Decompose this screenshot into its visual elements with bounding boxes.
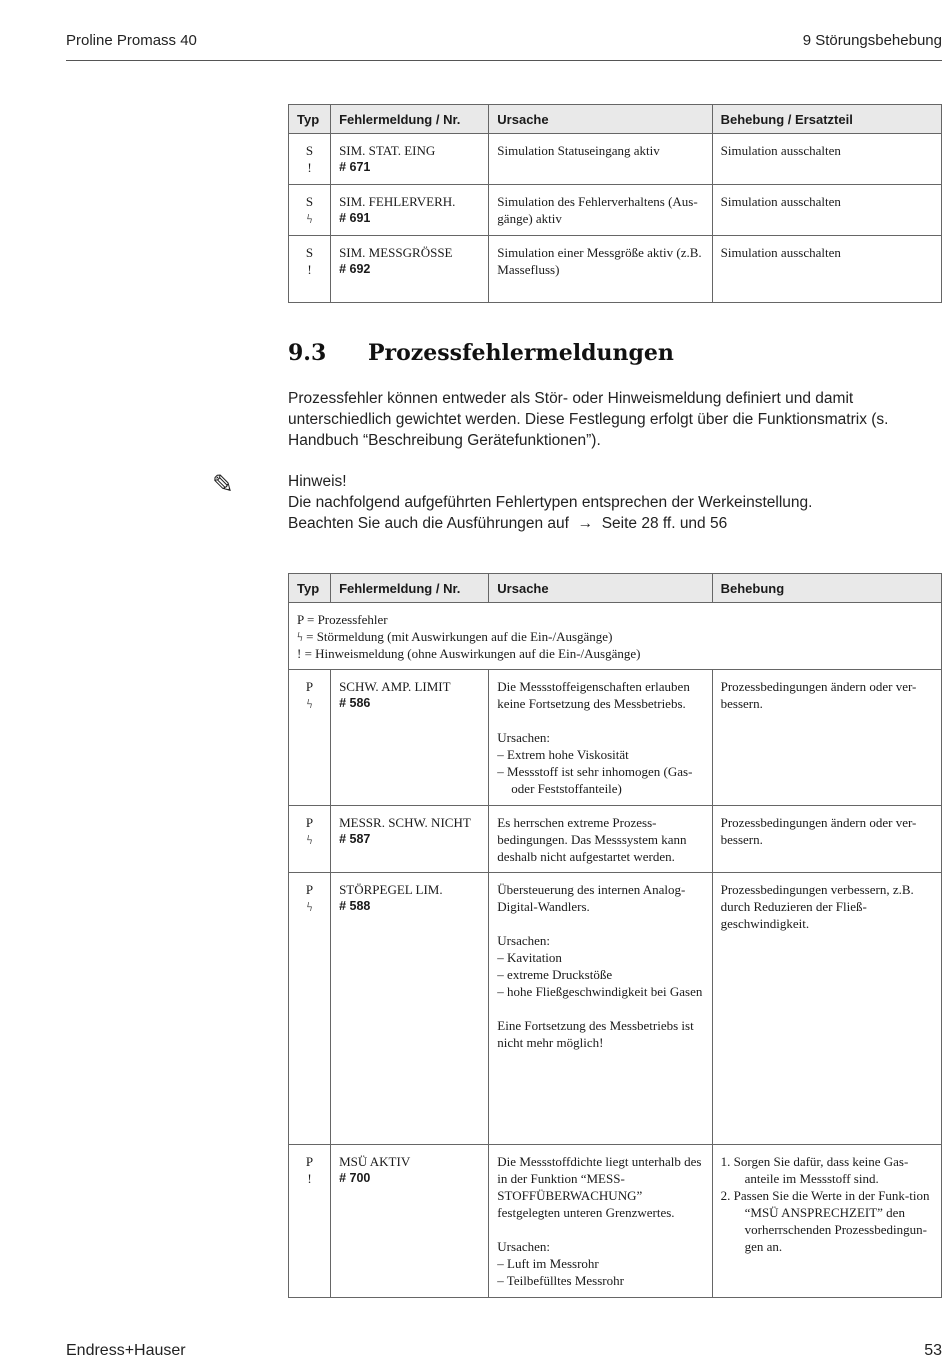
type-cell <box>289 236 331 303</box>
legend-row <box>289 603 942 670</box>
cause-intro: Die Messstoffdichte liegt unterhalb des in der Funktion “MESS-STOFFÜBERWACHUNG” festgelegten unteren Grenzwertes. <box>497 1154 702 1220</box>
type-cell <box>289 670 331 806</box>
cause-item: – Teilbefülltes Messrohr <box>497 1273 624 1288</box>
fix-cell: Prozessbedingungen ändern oder ver-bessern. <box>712 670 941 806</box>
message-cell <box>331 185 489 236</box>
message-cell <box>331 670 489 806</box>
table-row <box>289 236 942 303</box>
type-letter: P <box>305 882 314 897</box>
pencil-icon: ✎ <box>212 470 234 500</box>
cause-cell <box>489 1145 712 1298</box>
message-cell <box>331 806 489 873</box>
type-letter: S <box>305 245 314 260</box>
type-letter: S <box>305 194 314 209</box>
col-header-typ: Typ <box>289 574 331 603</box>
table-row <box>289 185 942 236</box>
simulation-error-table <box>288 104 942 303</box>
legend-item: P = Prozessfehler <box>297 612 388 627</box>
type-cell <box>289 134 331 185</box>
page-number: 53 <box>924 1342 942 1359</box>
section-intro: Prozessfehler können entweder als Stör- oder Hinweismeldung definiert und damit unterschiedlich gewichtet werden. Diese Festlegung erfolgt über die Funktionsmatrix (s. Handbuch “Beschreibung Gerätefunktionen”). <box>288 390 889 449</box>
message-number: # 588 <box>339 899 371 913</box>
note-line-2 <box>288 513 942 534</box>
header-product: Proline Promass 40 <box>66 32 197 49</box>
fix-step: 2. Passen Sie die Werte in der Funk-tion “MSÜ ANSPRECHZEIT” den vorherrschenden Prozessbedingun-gen an. <box>720 1188 930 1254</box>
legend-cell <box>289 603 942 670</box>
type-symbol: ϟ <box>306 696 313 711</box>
cause-heading: Ursachen: <box>497 1239 550 1254</box>
cause-cell: Simulation einer Messgröße aktiv (z.B. Massefluss) <box>489 236 712 303</box>
message-cell <box>331 873 489 1145</box>
legend-item: ! = Hinweismeldung (ohne Auswirkungen auf die Ein-/Ausgänge) <box>297 646 641 661</box>
section-heading <box>288 340 674 366</box>
header-rule <box>66 60 942 61</box>
cause-item: – Messstoff ist sehr inhomogen (Gas- oder Feststoffanteile) <box>497 764 693 796</box>
message-text: SCHW. AMP. LIMIT <box>339 679 451 694</box>
cause-item: – Extrem hohe Viskosität <box>497 747 629 762</box>
table-row <box>289 873 942 1145</box>
fix-cell <box>712 1145 941 1298</box>
message-number: # 671 <box>339 160 371 174</box>
message-number: # 587 <box>339 832 371 846</box>
fix-cell: Simulation ausschalten <box>712 134 941 185</box>
note-line-1: Die nachfolgend aufgeführten Fehlertypen entsprechen der Werkeinstellung. <box>288 494 813 511</box>
message-text: MSÜ AKTIV <box>339 1154 411 1169</box>
type-letter: P <box>305 815 314 830</box>
type-symbol: ! <box>307 262 312 277</box>
type-cell <box>289 1145 331 1298</box>
footer-company: Endress+Hauser <box>66 1342 186 1359</box>
type-letter: S <box>305 143 314 158</box>
message-number: # 700 <box>339 1171 371 1185</box>
type-symbol: ϟ <box>306 211 313 226</box>
message-text: SIM. FEHLERVERH. <box>339 194 456 209</box>
cause-cell: Simulation Statuseingang aktiv <box>489 134 712 185</box>
cause-outro: Eine Fortsetzung des Messbetriebs ist nicht mehr möglich! <box>497 1018 694 1050</box>
section-number: 9.3 <box>288 340 327 366</box>
type-letter: P <box>305 1154 314 1169</box>
type-cell <box>289 185 331 236</box>
col-header-message: Fehlermeldung / Nr. <box>331 574 489 603</box>
process-error-table <box>288 573 942 1298</box>
arrow-icon: → <box>577 515 594 532</box>
note-block <box>288 471 942 534</box>
cause-item: – Kavitation <box>497 950 562 965</box>
message-text: SIM. STAT. EING <box>339 143 436 158</box>
table-header-row <box>289 105 942 134</box>
col-header-fix: Behebung <box>712 574 941 603</box>
col-header-fix: Behebung / Ersatzteil <box>712 105 941 134</box>
note-line-2-text: Beachten Sie auch die Ausführungen auf <box>288 515 569 532</box>
section-title: Prozessfehlermeldungen <box>368 340 674 366</box>
type-symbol: ϟ <box>306 832 313 847</box>
type-letter: P <box>305 679 314 694</box>
cause-item: – extreme Druckstöße <box>497 967 613 982</box>
table-header-row <box>289 574 942 603</box>
col-header-cause: Ursache <box>489 574 712 603</box>
message-number: # 691 <box>339 211 371 225</box>
cause-cell: Es herrschen extreme Prozess-bedingungen. Das Messsystem kann deshalb nicht aufgestartet werden. <box>489 806 712 873</box>
cause-heading: Ursachen: <box>497 933 550 948</box>
cause-item: – Luft im Messrohr <box>497 1256 599 1271</box>
cause-intro: Übersteuerung des internen Analog-Digital-Wandlers. <box>497 882 686 914</box>
message-cell <box>331 236 489 303</box>
cause-item: – hohe Fließgeschwindigkeit bei Gasen <box>497 984 703 999</box>
cause-intro: Die Messstoffeigenschaften erlauben keine Fortsetzung des Messbetriebs. <box>497 679 690 711</box>
message-text: SIM. MESSGRÖSSE <box>339 245 453 260</box>
table-row <box>289 670 942 806</box>
legend-item: ϟ = Störmeldung (mit Auswirkungen auf die Ein-/Ausgänge) <box>297 629 613 644</box>
message-number: # 692 <box>339 262 371 276</box>
col-header-cause: Ursache <box>489 105 712 134</box>
message-cell <box>331 1145 489 1298</box>
table-row <box>289 134 942 185</box>
cause-heading: Ursachen: <box>497 730 550 745</box>
type-cell <box>289 806 331 873</box>
fix-cell: Simulation ausschalten <box>712 236 941 303</box>
col-header-typ: Typ <box>289 105 331 134</box>
type-symbol: ! <box>307 1171 312 1186</box>
type-cell <box>289 873 331 1145</box>
type-symbol: ! <box>307 160 312 175</box>
cause-cell <box>489 670 712 806</box>
header-chapter: 9 Störungsbehebung <box>802 32 942 49</box>
fix-step: 1. Sorgen Sie dafür, dass keine Gas-anteile im Messstoff sind. <box>720 1154 909 1186</box>
cause-cell <box>489 873 712 1145</box>
fix-cell: Prozessbedingungen verbessern, z.B. durch Reduzieren der Fließ-geschwindigkeit. <box>712 873 941 1145</box>
cause-cell: Simulation des Fehlerverhaltens (Aus-gänge) aktiv <box>489 185 712 236</box>
table-row <box>289 806 942 873</box>
note-title: Hinweis! <box>288 473 347 490</box>
fix-cell: Simulation ausschalten <box>712 185 941 236</box>
col-header-message: Fehlermeldung / Nr. <box>331 105 489 134</box>
type-symbol: ϟ <box>306 899 313 914</box>
table-row <box>289 1145 942 1298</box>
fix-cell: Prozessbedingungen ändern oder ver-bessern. <box>712 806 941 873</box>
message-number: # 586 <box>339 696 371 710</box>
page-reference-link[interactable]: Seite 28 ff. und 56 <box>601 515 728 532</box>
message-text: STÖRPEGEL LIM. <box>339 882 443 897</box>
message-cell <box>331 134 489 185</box>
message-text: MESSR. SCHW. NICHT <box>339 815 471 830</box>
